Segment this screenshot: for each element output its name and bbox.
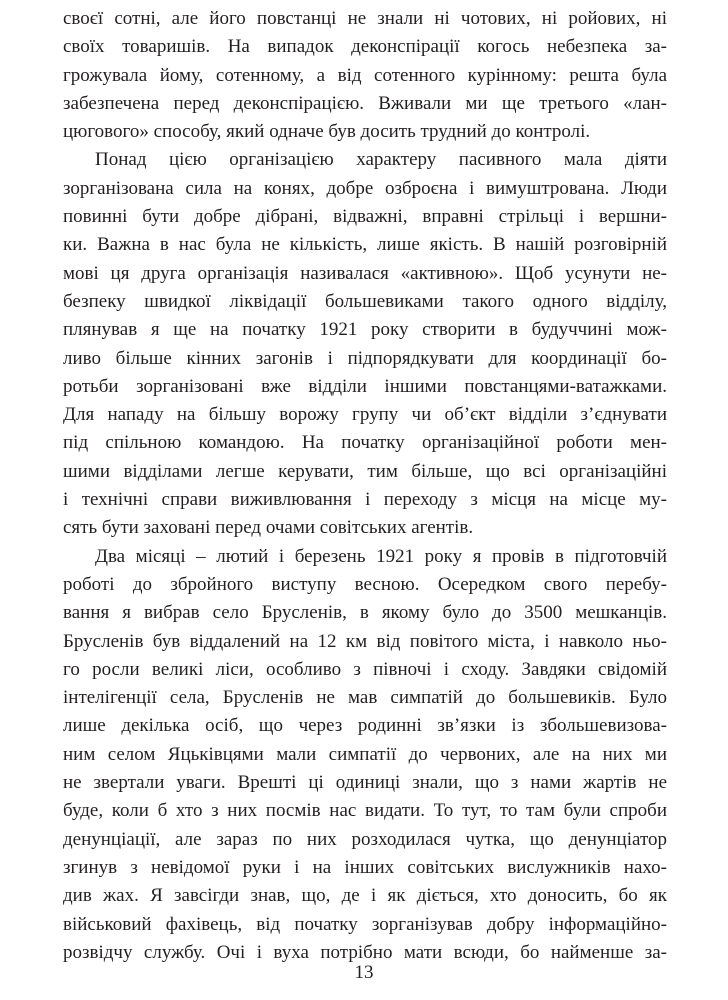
text-line: Два місяці – лютий і березень 1921 року я провів в підготовчій: [95, 545, 667, 567]
text-line: ротьби зорганізовані вже відділи іншими повстанцями-ватажками.: [63, 375, 667, 397]
text-line: цюгового» способу, який одначе був досить трудний до контролі.: [63, 121, 591, 143]
text-line: лише декілька осіб, що через родинні зв’язки із збольшевизова-: [63, 715, 667, 737]
text-line: ливо більше кінних загонів і підпорядкувати для координації бо-: [63, 347, 667, 369]
text-line: Для нападу на більшу ворожу групу чи об’єкт відділи з’єднувати: [63, 404, 667, 426]
text-line: ки. Важна в нас була не кількість, лише якість. В нашій розговірній: [63, 234, 667, 256]
text-line: вання я вибрав село Брусленів, в якому було до 3500 мешканців.: [63, 602, 667, 624]
text-line: мові ця друга організація називалася «активною». Щоб усунути не-: [63, 262, 667, 284]
text-line: див жах. Я завсігди знав, що, де і як діється, хто доносить, бо як: [63, 885, 667, 907]
text-line: ним селом Яцьківцями мали симпатії до червоних, але на них ми: [63, 743, 667, 765]
text-line: денунціації, але зараз по них розходилася чутка, що денунціатор: [63, 828, 667, 850]
text-line: не звертали уваги. Врешті ці одиниці знали, що з нами жартів не: [63, 772, 667, 794]
text-line: розвідчу службу. Очі і вуха потрібно мати всюди, бо найменше за-: [63, 941, 667, 963]
paragraph: [63, 543, 667, 967]
text-line: своєї сотні, але його повстанці не знали ні чотових, ні ройових, ні: [63, 8, 667, 29]
text-line: згинув з невідомої руки і на інших совітських вислужників нахо-: [63, 856, 667, 878]
text-line: забезпечена перед деконспірацією. Вживали ми ще третього «лан-: [63, 92, 667, 114]
text-line: Понад цією організацією характеру пасивного мала діяти: [95, 149, 667, 171]
text-line: своїх товаришів. На випадок деконспірації когось небезпека за-: [63, 36, 667, 58]
text-line: роботі до збройного виступу весною. Осередком свого перебу-: [63, 573, 667, 595]
text-line: повинні бути добре дібрані, відважні, вправні стрільці і вершни-: [63, 206, 667, 228]
text-line: зорганізована сила на конях, добре озброєна і вимуштрована. Люди: [63, 177, 667, 199]
text-line: військовий фахівець, від початку зорганізував добру інформаційно-: [63, 913, 667, 935]
text-line: інтелігенції села, Брусленів не мав симпатій до большевиків. Було: [63, 687, 667, 709]
text-line: і технічні справи виживлювання і переходу з місця на місце му-: [63, 489, 667, 511]
text-line: шими відділами легше керувати, тим більше, що всі організаційні: [63, 460, 667, 482]
paragraph: [63, 5, 667, 146]
page-number: 13: [354, 962, 374, 983]
paragraph: [63, 146, 667, 542]
text-line: буде, коли б хто з них посмів нас видати. То тут, то там були спроби: [63, 800, 667, 822]
text-line: сять бути заховані перед очами совітських агентів.: [63, 517, 474, 539]
text-line: го росли великі ліси, особливо з півночі і сходу. Завдяки свідомій: [63, 658, 667, 680]
text-line: під спільною командою. На початку організаційної роботи мен-: [63, 432, 667, 454]
text-line: грожувала йому, сотенному, а від сотенного курінному: решта була: [63, 64, 667, 86]
text-line: Брусленів був віддалений на 12 км від повітого міста, і навколо ньо-: [63, 630, 667, 652]
body-text: [63, 5, 667, 967]
text-line: плянував я ще на початку 1921 року створити в будуччині мож-: [63, 319, 667, 341]
text-line: безпеку швидкої ліквідації большевиками такого одного відділу,: [63, 290, 667, 312]
